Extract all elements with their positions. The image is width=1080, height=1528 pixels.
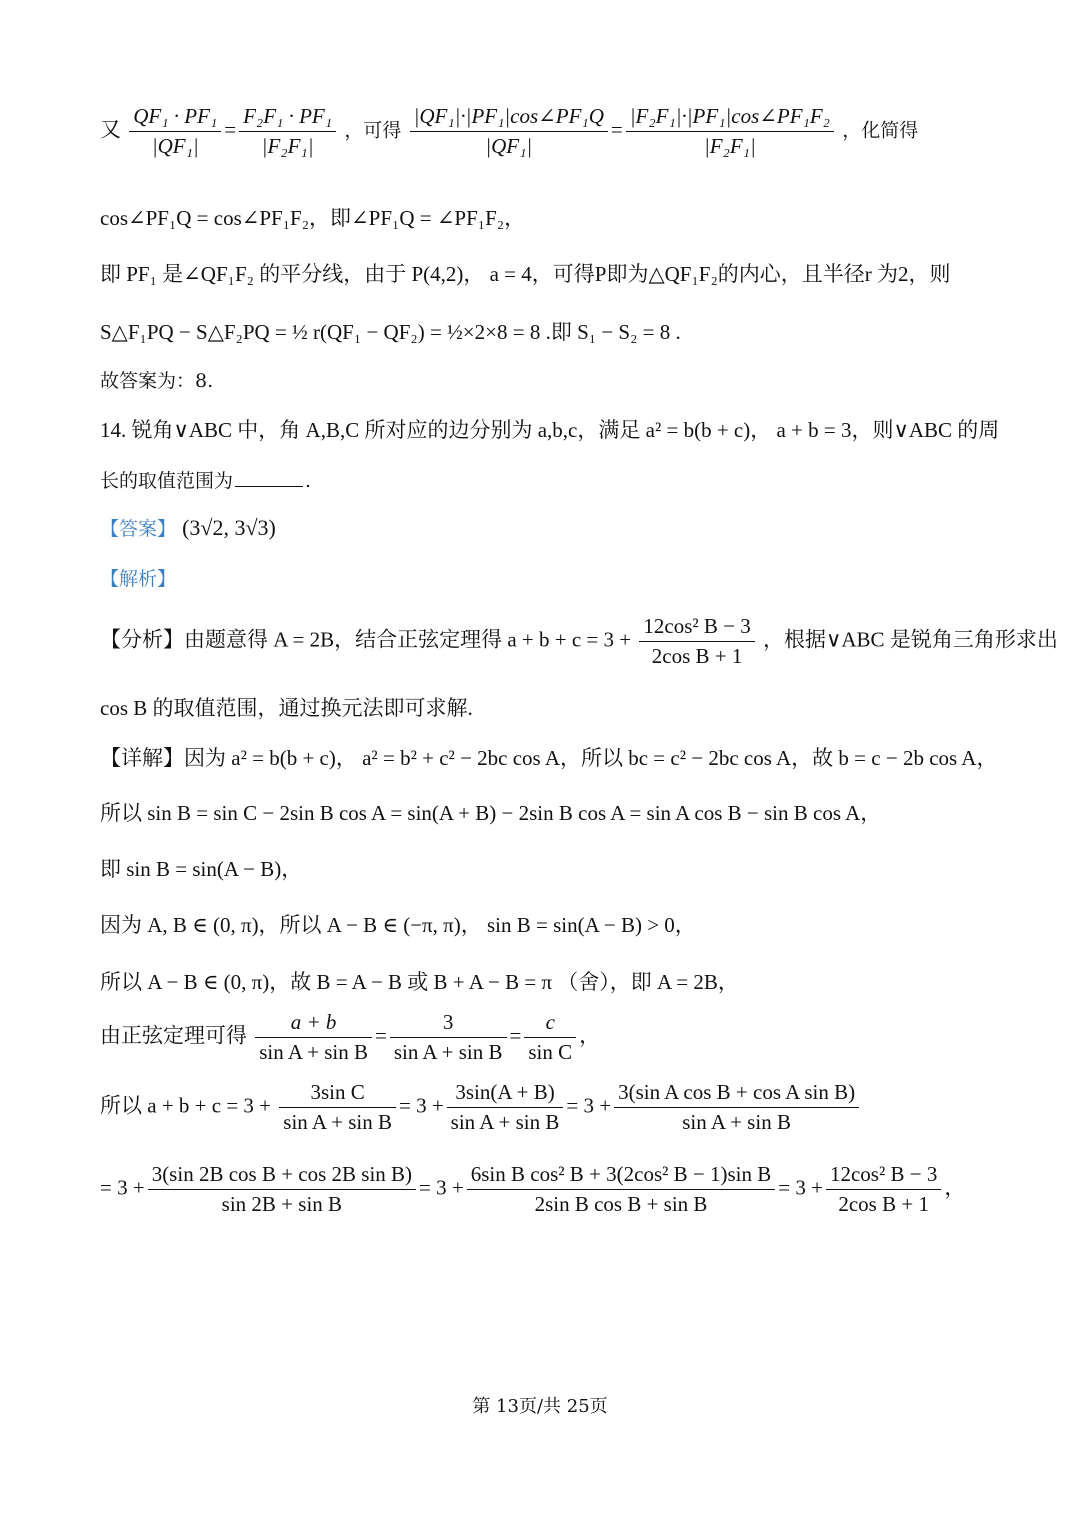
detail-line-8: = 3 + $\frac{\text{3(sin 2B cos B + cos 2B sin B)}}{\text{sin 2B + sin B}}$ = 3 + $\frac{\text{6sin B cos² B + 3(2cos² B − 1)sin B}}{\text{2sin B cos B + sin B}}$ = 3 + $\frac{\text{12cos² B − 3}}{\text{2cos B + 1}}$ ， [100, 1162, 966, 1216]
fenxi-line-2: cos B 的取值范围，通过换元法即可求解. [100, 696, 473, 720]
page-footer: 第 13页/共 25页 [472, 1396, 608, 1417]
cos-equality-line: cos∠PF₁Q = cos∠PF₁F₂，即∠PF₁Q = ∠PF₁F₂， [100, 206, 526, 230]
detail-line-6: 由正弦定理可得 $\frac{a + b}{\text{sin A + sin B}}$ = $\frac{3}{\text{sin A + sin B}}$ = $\frac{c}{\text{sin C}}$ ， [100, 1010, 601, 1064]
d7-fraction-3: $\frac{\text{3(sin A cos B + cos A sin B)}}{\text{sin A + sin B}}$ [614, 1080, 859, 1135]
d6-prefix: 由正弦定理可得 [100, 1023, 247, 1048]
d6-fraction-3: $\frac{c}{\text{sin C}}$ [524, 1010, 576, 1065]
bisector-line: 即 PF₁ 是∠QF₁F₂ 的平分线，由于 P(4,2)， a = 4，可得P即为△QF₁F₂的内心，且半径r 为2，则 [100, 262, 951, 286]
fenxi-line-1 [100, 614, 1058, 669]
period: . [305, 470, 312, 492]
answer-line [100, 514, 276, 541]
fraction-1: $\frac{\text{QF₁ · PF₁}}{\text{|QF₁|}}$ [129, 104, 221, 159]
d8-fraction-2: $\frac{\text{6sin B cos² B + 3(2cos² B − 1)sin B}}{\text{2sin B cos B + sin B}}$ [467, 1162, 776, 1217]
d6-suffix: ， [579, 1023, 601, 1048]
answer-tag: 【答案】 [100, 518, 177, 540]
detail-line-4: 因为 A, B ∈ (0, π)，所以 A − B ∈ (−π, π)， sin B = sin(A − B) > 0， [100, 913, 696, 937]
answer-value: (3√2, 3√3) [182, 515, 276, 540]
detail-line-1: 【详解】因为 a² = b(b + c)， a² = b² + c² − 2bc cos A，所以 bc = c² − 2bc cos A，故 b = c − 2b cos A， [100, 746, 998, 770]
answer-blank [235, 486, 303, 487]
vector-equation-line: 又 $\frac{\text{QF₁ · PF₁}}{\text{|QF₁|}}$ = $\frac{\text{F₂F₁ · PF₁}}{\text{|F₂F₁|}}$ ，可得 $\frac{\text{|QF₁|·|PF₁|cos∠PF₁Q}}{\text{|QF₁|}}$ = $\frac{\text{|F₂F₁|·|PF₁|cos∠PF₁F₂}}{\text{|F₂F₁|}}$ ，化简得 [100, 104, 919, 158]
problem-14-text: 长的取值范围为 [100, 470, 234, 492]
fenxi-suffix: ，根据∨ABC 是锐角三角形求出 [763, 627, 1058, 652]
detail-line-3: 即 sin B = sin(A − B)， [100, 857, 303, 881]
connector-kede: ，可得 [344, 120, 402, 142]
analysis-tag: 【解析】 [100, 568, 177, 590]
d7-prefix: 所以 a + b + c = 3 + [100, 1093, 272, 1118]
problem-14-line-1: 14. 锐角∨ABC 中，角 A,B,C 所对应的边分别为 a,b,c，满足 a² = b(b + c)， a + b = 3，则∨ABC 的周 [100, 418, 1000, 442]
d7-fraction-2: $\frac{3\sin(A + B)}{\text{sin A + sin B}}$ [447, 1080, 564, 1135]
fenxi-fraction: $\frac{\text{12cos² B − 3}}{\text{2cos B + 1}}$ [639, 614, 754, 669]
answer-eight-line: 故答案为：8. [100, 370, 214, 392]
problem-14-line-2 [100, 466, 311, 493]
fraction-3: $\frac{\text{|QF₁|·|PF₁|cos∠PF₁Q}}{\text{|QF₁|}}$ [410, 104, 608, 159]
d7-fraction-1: $\frac{\text{3sin C}}{\text{sin A + sin B}}$ [279, 1080, 396, 1135]
fraction-4: $\frac{\text{|F₂F₁|·|PF₁|cos∠PF₁F₂}}{\text{|F₂F₁|}}$ [626, 104, 834, 159]
prefix-you: 又 [100, 117, 121, 142]
suffix-huajiande: ，化简得 [842, 120, 919, 142]
d8-suffix: ， [944, 1175, 966, 1200]
d8-fraction-3: $\frac{\text{12cos² B − 3}}{\text{2cos B + 1}}$ [826, 1162, 941, 1217]
detail-line-7: 所以 a + b + c = 3 + $\frac{\text{3sin C}}{\text{sin A + sin B}}$ = 3 + $\frac{3\sin(A + B)}{\text{sin A + sin B}}$ = 3 + $\frac{\text{3(sin A cos B + cos A sin B)}}{\text{sin A + sin B}}$ [100, 1080, 862, 1135]
d6-fraction-1: $\frac{a + b}{\text{sin A + sin B}}$ [255, 1010, 372, 1065]
fenxi-prefix: 【分析】由题意得 A = 2B，结合正弦定理得 a + b + c = 3 + [100, 627, 632, 652]
d8-fraction-1: $\frac{\text{3(sin 2B cos B + cos 2B sin B)}}{\text{sin 2B + sin B}}$ [148, 1162, 416, 1217]
d6-fraction-2: $\frac{3}{\text{sin A + sin B}}$ [390, 1010, 507, 1065]
detail-line-5: 所以 A − B ∈ (0, π)，故 B = A − B 或 B + A − B = π （舍），即 A = 2B， [100, 970, 739, 994]
detail-line-2: 所以 sin B = sin C − 2sin B cos A = sin(A + B) − 2sin B cos A = sin A cos B − sin B cos A， [100, 801, 882, 825]
area-difference-line: S△F₁PQ − S△F₂PQ = ½ r(QF₁ − QF₂) = ½×2×8 = 8 .即 S₁ − S₂ = 8 . [100, 320, 681, 344]
fraction-2: $\frac{\text{F₂F₁ · PF₁}}{\text{|F₂F₁|}}$ [239, 104, 336, 159]
